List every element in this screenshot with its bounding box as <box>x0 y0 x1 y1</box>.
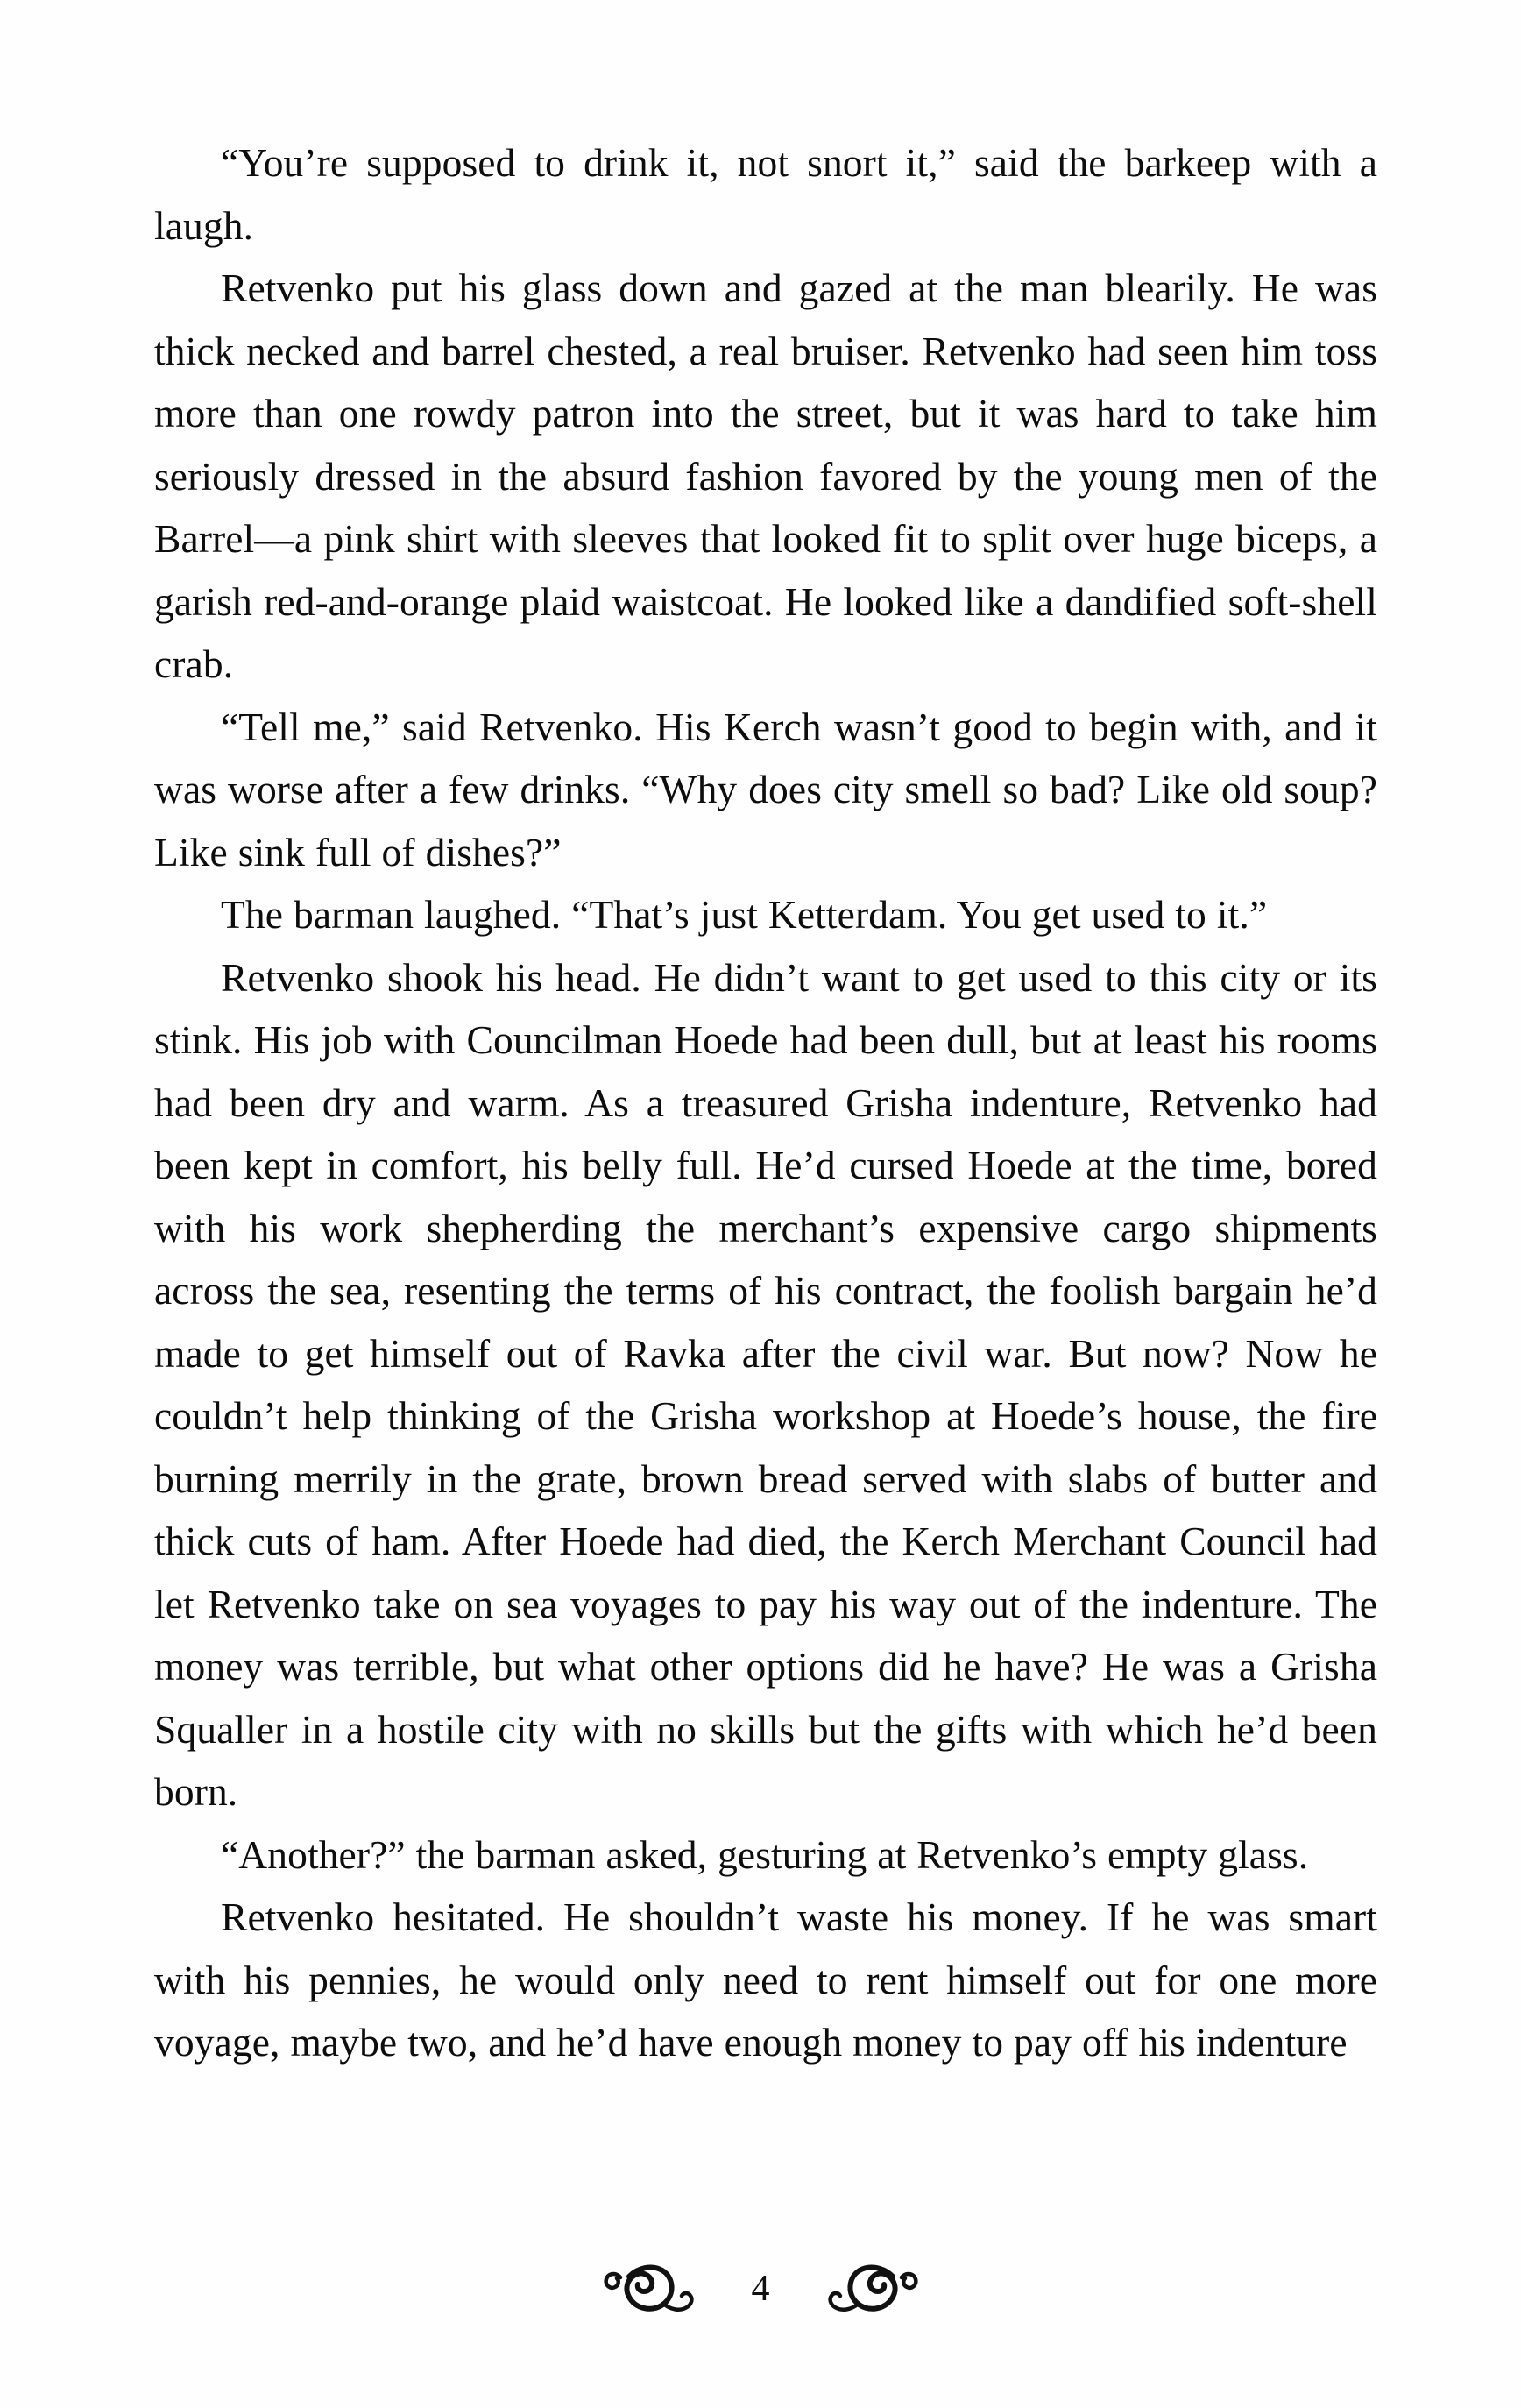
page-number: 4 <box>751 2269 770 2309</box>
swirl-flourish-left-icon <box>598 2249 729 2325</box>
page-footer <box>0 2226 1521 2348</box>
swirl-flourish-right-icon <box>793 2249 924 2325</box>
paragraph: “You’re supposed to drink it, not snort it,” said the barkeep with a laugh. <box>154 140 1377 248</box>
page-text-block <box>154 131 1377 2074</box>
paragraph: Retvenko shook his head. He didn’t want to get used to this city or its stink. His job with Councilman Hoede had been dull, but at least his rooms had been dry and warm. As a treasured Grisha indenture, Retvenko had been kept in comfort, his belly full. He’d cursed Hoede at the time, bored with his work shepherding the merchant’s expensive cargo shipments across the sea, resenting the terms of his contract, the foolish bargain he’d made to get himself out of Ravka after the civil war. But now? Now he couldn’t help thinking of the Grisha workshop at Hoede’s house, the fire burning merrily in the grate, brown bread served with slabs of butter and thick cuts of ham. After Hoede had died, the Kerch Merchant Council had let Retvenko take on sea voyages to pay his way out of the indenture. The money was terrible, but what other options did he have? He was a Grisha Squaller in a hostile city with no skills but the gifts with which he’d been born. <box>154 954 1377 1814</box>
paragraph: The barman laughed. “That’s just Ketterdam. You get used to it.” <box>221 892 1268 937</box>
paragraph: “Another?” the barman asked, gesturing at Retvenko’s empty glass. <box>221 1831 1309 1877</box>
paragraph: Retvenko put his glass down and gazed at the man blearily. He was thick necked and barrel chested, a real bruiser. Retvenko had seen him toss more than one rowdy patron into the street, but it was hard to take him seriously dressed in the absurd fashion favored by the young men of the Barrel—a pink shirt with sleeves that looked fit to split over huge biceps, a garish red-and-orange plaid waistcoat. He looked like a dandified soft-shell crab. <box>154 266 1377 686</box>
paragraph: “Tell me,” said Retvenko. His Kerch wasn’t good to begin with, and it was worse after a few drinks. “Why does city smell so bad? Like old soup? Like sink full of dishes?” <box>154 704 1377 875</box>
paragraph: Retvenko hesitated. He shouldn’t waste his money. If he was smart with his pennies, he would only need to rent himself out for one more voyage, maybe two, and he’d have enough money to pay off his indenture <box>154 1895 1377 2065</box>
